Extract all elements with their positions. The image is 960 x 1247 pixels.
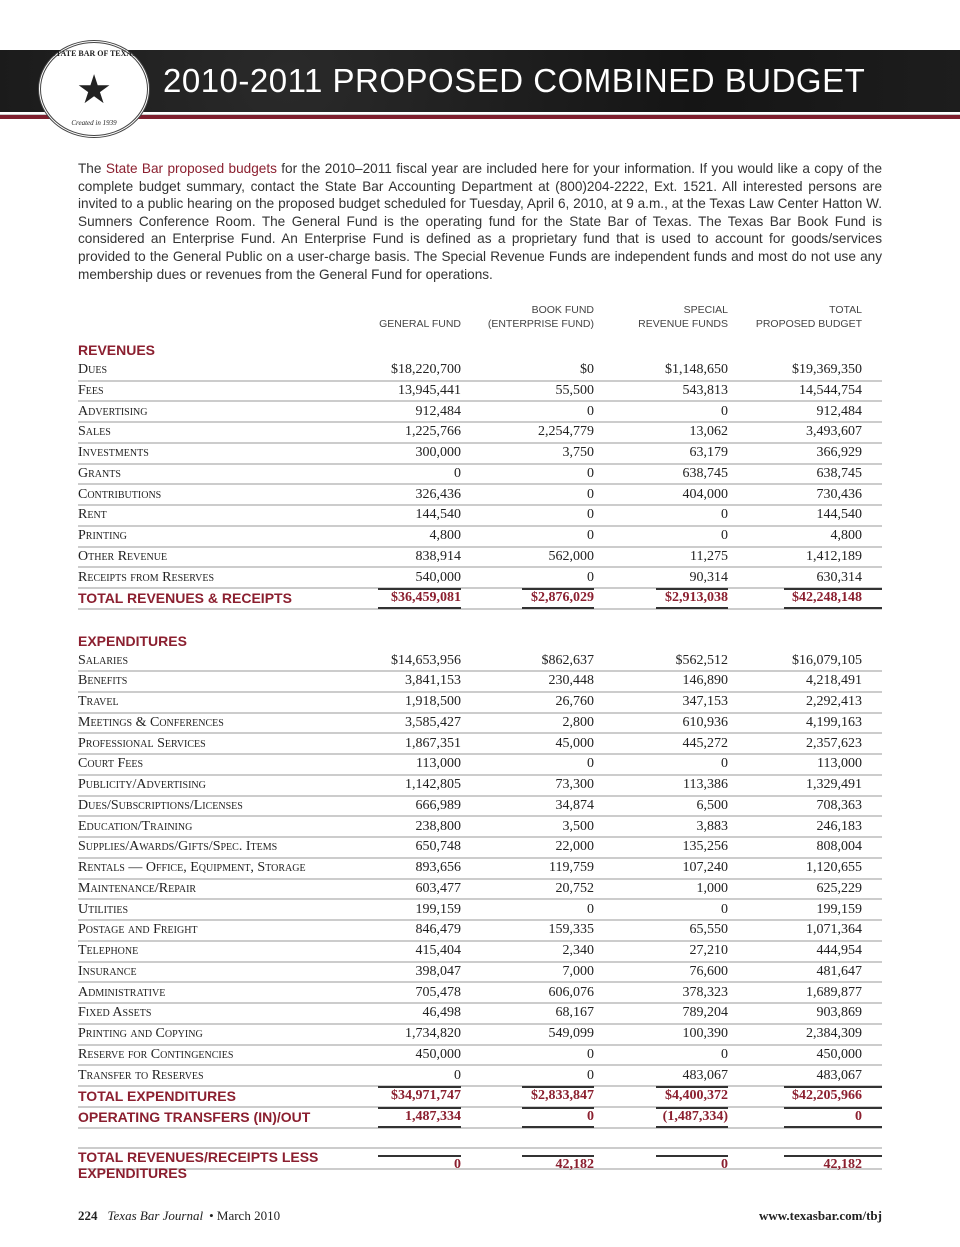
cell-value: $1,148,650 <box>665 362 728 378</box>
cell-value: 3,750 <box>562 445 594 461</box>
table-row <box>78 672 882 693</box>
table-row <box>78 1025 882 1046</box>
cell-value: 3,883 <box>696 818 728 834</box>
cell-value: 22,000 <box>555 839 594 855</box>
cell-value: 445,272 <box>682 735 728 751</box>
column-header-total: TOTAL PROPOSED BUDGET <box>755 304 862 330</box>
cell-value: 90,314 <box>689 569 728 585</box>
cell-value: 540,000 <box>415 569 461 585</box>
row-label: Advertising <box>78 403 148 419</box>
cell-value: $16,079,105 <box>792 652 862 668</box>
cell-value: 1,487,334 <box>378 1109 461 1125</box>
row-label: Rentals — Office, Equipment, Storage <box>78 860 306 876</box>
table-row <box>78 402 882 423</box>
row-label: Investments <box>78 445 149 461</box>
cell-value: 326,436 <box>415 486 461 502</box>
cell-value: 0 <box>587 465 594 481</box>
cell-value: 107,240 <box>682 860 728 876</box>
cell-value: 1,120,655 <box>806 860 862 876</box>
cell-value: 46,498 <box>422 1005 461 1021</box>
cell-value: 630,314 <box>816 569 862 585</box>
total-expenditures-row <box>78 1087 882 1108</box>
table-row <box>78 1066 882 1087</box>
page-number: 224 <box>78 1208 98 1223</box>
intro-text: The <box>78 161 106 176</box>
cell-value: 0 <box>587 756 594 772</box>
table-row <box>78 527 882 548</box>
table-row <box>78 859 882 880</box>
cell-value: 366,929 <box>816 445 862 461</box>
cell-value: 65,550 <box>689 922 728 938</box>
cell-value: 2,254,779 <box>538 424 594 440</box>
table-row <box>78 797 882 818</box>
row-label: Education/Training <box>78 818 193 834</box>
section-heading-expenditures: EXPENDITURES <box>78 632 187 649</box>
table-row <box>78 651 882 672</box>
row-label: Postage and Freight <box>78 922 198 938</box>
cell-value: $42,205,966 <box>728 1088 882 1104</box>
journal-name: Texas Bar Journal <box>107 1208 204 1223</box>
intro-paragraph <box>78 160 882 283</box>
website-link[interactable]: www.texasbar.com/tbj <box>758 1208 882 1223</box>
cell-value: 893,656 <box>415 860 461 876</box>
row-label: Transfer to Reserves <box>78 1067 204 1083</box>
row-label: Maintenance/Repair <box>78 880 197 896</box>
cell-value: 666,989 <box>415 797 461 813</box>
cell-value: 638,745 <box>816 465 862 481</box>
spacer <box>78 1129 882 1150</box>
cell-value: 708,363 <box>816 797 862 813</box>
cell-value: $562,512 <box>675 652 728 668</box>
table-row <box>78 838 882 859</box>
cell-value: 159,335 <box>548 922 594 938</box>
proposed-budgets-link[interactable]: State Bar proposed budgets <box>105 161 277 176</box>
cell-value: 0 <box>721 507 728 523</box>
cell-value: 378,323 <box>682 984 728 1000</box>
row-label: Other Revenue <box>78 548 168 564</box>
cell-value: 638,745 <box>682 465 728 481</box>
cell-value: 73,300 <box>555 777 594 793</box>
cell-value: $19,369,350 <box>792 362 862 378</box>
cell-value: 13,062 <box>689 424 728 440</box>
cell-value: $34,971,747 <box>378 1088 461 1104</box>
cell-value: 55,500 <box>555 382 594 398</box>
cell-value: 483,067 <box>682 1067 728 1083</box>
cell-value: (1,487,334) <box>594 1109 728 1125</box>
cell-value: 0 <box>587 901 594 917</box>
cell-value: 4,800 <box>429 528 461 544</box>
cell-value: 199,159 <box>816 901 862 917</box>
table-row <box>78 485 882 506</box>
cell-value: 2,800 <box>562 714 594 730</box>
row-label: Publicity/Advertising <box>78 777 206 793</box>
cell-value: 415,404 <box>415 943 461 959</box>
cell-value: 144,540 <box>816 507 862 523</box>
cell-value: 27,210 <box>689 943 728 959</box>
row-label: Salaries <box>78 652 129 668</box>
page-title: 2010-2011 PROPOSED COMBINED BUDGET <box>163 62 866 99</box>
row-label: Reserve for Contingencies <box>78 1046 234 1062</box>
total-revenues-row <box>78 589 882 610</box>
cell-value: 450,000 <box>816 1046 862 1062</box>
cell-value: $862,637 <box>541 652 594 668</box>
cell-value: 45,000 <box>555 735 594 751</box>
row-label: Administrative <box>78 984 166 1000</box>
cell-value: 2,340 <box>562 943 594 959</box>
cell-value: 3,500 <box>562 818 594 834</box>
cell-value: $0 <box>580 362 594 378</box>
cell-value: 230,448 <box>548 673 594 689</box>
cell-value: 0 <box>587 528 594 544</box>
cell-value: 543,813 <box>682 382 728 398</box>
cell-value: 42,182 <box>461 1157 594 1173</box>
cell-value: 549,099 <box>548 1026 594 1042</box>
seal-top-text: STATE BAR OF TEXAS <box>51 49 137 58</box>
table-row <box>78 382 882 403</box>
cell-value: $2,833,847 <box>461 1088 594 1104</box>
table-row <box>78 900 882 921</box>
table-row <box>78 568 882 589</box>
cell-value: 0 <box>454 1067 461 1083</box>
column-header-book-fund: BOOK FUND (ENTERPRISE FUND) <box>487 304 594 330</box>
cell-value: 0 <box>587 569 594 585</box>
cell-value: 705,478 <box>415 984 461 1000</box>
row-label: Benefits <box>78 673 128 689</box>
cell-value: 444,954 <box>816 943 862 959</box>
row-label: Fees <box>78 382 104 398</box>
cell-value: 113,000 <box>817 756 862 772</box>
cell-value: 4,199,163 <box>806 714 862 730</box>
row-label: Utilities <box>78 901 129 917</box>
budget-table <box>78 340 882 1182</box>
cell-value: 3,841,153 <box>405 673 461 689</box>
column-header-special-revenue: SPECIAL REVENUE FUNDS <box>638 304 728 330</box>
cell-value: 404,000 <box>682 486 728 502</box>
row-label: Rent <box>78 507 107 523</box>
separator: • <box>209 1208 214 1223</box>
cell-value: 846,479 <box>415 922 461 938</box>
cell-value: $14,653,956 <box>391 652 461 668</box>
cell-value: 1,142,805 <box>405 777 461 793</box>
table-row <box>78 1046 882 1067</box>
row-label: Supplies/Awards/Gifts/Spec. Items <box>78 839 278 855</box>
row-label: Fixed Assets <box>78 1005 152 1021</box>
cell-value: 610,936 <box>682 714 728 730</box>
table-row <box>78 755 882 776</box>
issue-date: March 2010 <box>216 1208 281 1223</box>
cell-value: 0 <box>721 403 728 419</box>
cell-value: 730,436 <box>816 486 862 502</box>
cell-value: 4,800 <box>830 528 862 544</box>
cell-value: 199,159 <box>415 901 461 917</box>
cell-value: 562,000 <box>548 548 594 564</box>
cell-value: $2,913,038 <box>594 590 728 606</box>
row-label: Dues/Subscriptions/Licenses <box>78 797 243 813</box>
cell-value: 1,000 <box>696 880 728 896</box>
cell-value: 119,759 <box>549 860 594 876</box>
cell-value: 3,493,607 <box>806 424 862 440</box>
row-label: Professional Services <box>78 735 206 751</box>
cell-value: 113,000 <box>416 756 461 772</box>
table-row <box>78 506 882 527</box>
cell-value: 0 <box>461 1109 594 1125</box>
cell-value: 246,183 <box>816 818 862 834</box>
cell-value: 0 <box>587 1046 594 1062</box>
row-label: TOTAL REVENUES/RECEIPTS LESS EXPENDITURES <box>78 1149 319 1182</box>
cell-value: 0 <box>721 901 728 917</box>
state-bar-seal-logo <box>38 40 150 138</box>
cell-value: 1,867,351 <box>405 735 461 751</box>
row-label: Printing <box>78 528 127 544</box>
cell-value: 1,918,500 <box>405 694 461 710</box>
cell-value: 0 <box>721 756 728 772</box>
cell-value: 13,945,441 <box>398 382 461 398</box>
table-row <box>78 734 882 755</box>
cell-value: 650,748 <box>415 839 461 855</box>
row-label: Meetings & Conferences <box>78 714 224 730</box>
table-row <box>78 714 882 735</box>
row-label: Travel <box>78 694 119 710</box>
cell-value: 606,076 <box>548 984 594 1000</box>
cell-value: 68,167 <box>555 1005 594 1021</box>
cell-value: 34,874 <box>555 797 594 813</box>
cell-value: 14,544,754 <box>799 382 862 398</box>
row-label: Telephone <box>78 943 139 959</box>
cell-value: 838,914 <box>415 548 461 564</box>
cell-value: 481,647 <box>816 963 862 979</box>
cell-value: 0 <box>454 465 461 481</box>
operating-transfers-row <box>78 1108 882 1129</box>
cell-value: 2,384,309 <box>806 1026 862 1042</box>
cell-value: 0 <box>721 528 728 544</box>
table-row <box>78 963 882 984</box>
cell-value: 603,477 <box>415 880 461 896</box>
row-label: OPERATING TRANSFERS (IN)/OUT <box>78 1109 311 1126</box>
cell-value: 0 <box>587 1067 594 1083</box>
cell-value: 100,390 <box>682 1026 728 1042</box>
table-row <box>78 776 882 797</box>
cell-value: 42,182 <box>728 1157 882 1173</box>
cell-value: 912,484 <box>415 403 461 419</box>
cell-value: 0 <box>378 1157 461 1173</box>
row-label: Contributions <box>78 486 162 502</box>
cell-value: $4,400,372 <box>594 1088 728 1104</box>
row-label: Court Fees <box>78 756 144 772</box>
cell-value: 1,071,364 <box>806 922 862 938</box>
cell-value: 0 <box>587 486 594 502</box>
cell-value: $18,220,700 <box>391 362 461 378</box>
row-label: Receipts from Reserves <box>78 569 215 585</box>
row-label: Grants <box>78 465 121 481</box>
table-row <box>78 465 882 486</box>
cell-value: 6,500 <box>696 797 728 813</box>
net-total-row <box>78 1149 882 1182</box>
table-row <box>78 921 882 942</box>
cell-value: 1,734,820 <box>405 1026 461 1042</box>
cell-value: 2,292,413 <box>806 694 862 710</box>
table-row <box>78 423 882 444</box>
intro-text: for the 2010–2011 fiscal year are included here for your information. If you would like a copy of the complete budget summary, contact the State Bar Accounting Department at (800)204-2222, Ext. 1521. All interested persons are invited to a public hearing on the proposed budget scheduled for Tuesday, April 6, 2010, at 9 a.m., at the Texas Law Center Hatton W. Sumners Conference Room. The General Fund is the operating fund for the State Bar of Texas. The Texas Bar Book Fund is considered an Enterprise Fund. An Enterprise Fund is defined as a proprietary fund that is used to account for goods/services provided to the General Public on a user-charge basis. The Special Revenue Funds are independent funds and most do not use any membership dues or revenues from the General Fund for operations. <box>78 161 883 282</box>
cell-value: 2,357,623 <box>806 735 862 751</box>
cell-value: 398,047 <box>415 963 461 979</box>
cell-value: 450,000 <box>415 1046 461 1062</box>
table-row <box>78 817 882 838</box>
row-label: TOTAL EXPENDITURES <box>78 1088 236 1105</box>
cell-value: 625,229 <box>816 880 862 896</box>
spacer <box>78 610 882 631</box>
row-label: Dues <box>78 362 108 378</box>
table-row <box>78 880 882 901</box>
footer <box>78 1208 882 1224</box>
cell-value: 483,067 <box>816 1067 862 1083</box>
cell-value: 135,256 <box>682 839 728 855</box>
cell-value: $36,459,081 <box>378 590 461 606</box>
cell-value: 3,585,427 <box>405 714 461 730</box>
seal-bottom-text: Created in 1939 <box>71 119 117 127</box>
cell-value: 1,225,766 <box>405 424 461 440</box>
cell-value: 76,600 <box>689 963 728 979</box>
cell-value: 63,179 <box>689 445 728 461</box>
cell-value: 0 <box>587 403 594 419</box>
cell-value: 146,890 <box>682 673 728 689</box>
cell-value: 1,329,491 <box>806 777 862 793</box>
cell-value: 0 <box>587 507 594 523</box>
star-icon: ★ <box>76 66 112 112</box>
cell-value: 20,752 <box>555 880 594 896</box>
table-row <box>78 942 882 963</box>
row-label: TOTAL REVENUES & RECEIPTS <box>78 590 292 607</box>
cell-value: 11,275 <box>690 548 728 564</box>
table-row <box>78 444 882 465</box>
cell-value: 912,484 <box>816 403 862 419</box>
row-label: Insurance <box>78 963 137 979</box>
table-row <box>78 983 882 1004</box>
column-header-general-fund: GENERAL FUND <box>379 318 461 330</box>
cell-value: 4,218,491 <box>806 673 862 689</box>
section-heading-revenues: REVENUES <box>78 342 156 359</box>
cell-value: 26,760 <box>555 694 594 710</box>
cell-value: 1,689,877 <box>806 984 862 1000</box>
table-row <box>78 1004 882 1025</box>
table-row <box>78 361 882 382</box>
cell-value: 808,004 <box>816 839 862 855</box>
cell-value: 789,204 <box>682 1005 728 1021</box>
cell-value: $2,876,029 <box>461 590 594 606</box>
cell-value: 1,412,189 <box>806 548 862 564</box>
column-headers <box>78 303 882 331</box>
cell-value: 144,540 <box>415 507 461 523</box>
row-label: Sales <box>78 424 111 440</box>
cell-value: 0 <box>728 1109 882 1125</box>
cell-value: 347,153 <box>682 694 728 710</box>
row-label: Printing and Copying <box>78 1026 203 1042</box>
cell-value: 0 <box>594 1157 728 1173</box>
cell-value: 300,000 <box>415 445 461 461</box>
cell-value: 0 <box>721 1046 728 1062</box>
cell-value: $42,248,148 <box>728 590 882 606</box>
cell-value: 903,869 <box>816 1005 862 1021</box>
cell-value: 7,000 <box>562 963 594 979</box>
cell-value: 113,386 <box>683 777 728 793</box>
table-row <box>78 548 882 569</box>
cell-value: 238,800 <box>415 818 461 834</box>
table-row <box>78 693 882 714</box>
